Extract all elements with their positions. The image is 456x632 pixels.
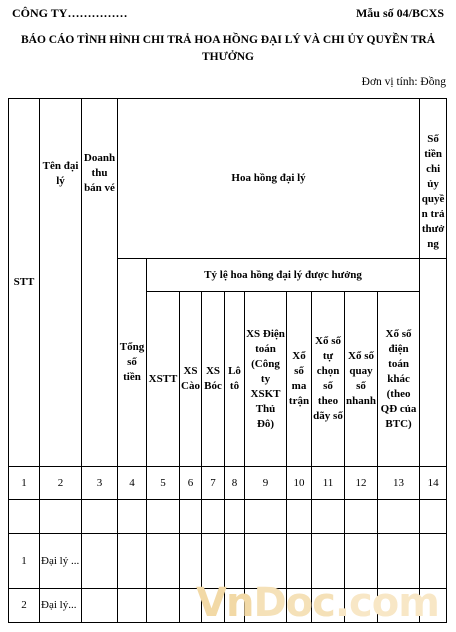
- column-number: 4: [118, 467, 147, 500]
- row-agent-name: Đại lý...: [40, 589, 82, 623]
- currency-unit: Đơn vị tính: Đồng: [361, 76, 446, 88]
- blank-row: [9, 500, 447, 534]
- form-number: Mẫu số 04/BCXS: [355, 6, 444, 20]
- header-ticket-revenue: Doanh thu bán vé: [82, 99, 118, 467]
- header-xo-so-ma-tran: Xổ số ma trận: [287, 292, 312, 467]
- column-number: 1: [9, 467, 40, 500]
- header-xo-so-tu-chon: Xổ số tự chọn số theo dãy số: [312, 292, 345, 467]
- watermark-logo: VnDoc.com: [196, 580, 439, 626]
- column-number: 3: [82, 467, 118, 500]
- report-title: BÁO CÁO TÌNH HÌNH CHI TRẢ HOA HỒNG ĐẠI LÝ VÀ CHI ỦY QUYỀN TRẢ THƯỞNG: [20, 34, 436, 63]
- header-agent-name: Tên đại lý: [40, 99, 82, 467]
- column-number: 6: [180, 467, 202, 500]
- header-stt: STT: [9, 99, 40, 467]
- column-number: 14: [420, 467, 447, 500]
- column-number: 13: [378, 467, 420, 500]
- row-stt: 2: [9, 589, 40, 623]
- header-loto: Lô tô: [225, 292, 245, 467]
- row-stt: 1: [9, 534, 40, 589]
- header-agent-commission: Hoa hồng đại lý: [118, 99, 420, 259]
- header-xs-cao: XS Cào: [180, 292, 202, 467]
- header-xs-dien-toan: XS Điện toán (Công ty XSKT Thủ Đô): [245, 292, 287, 467]
- column-number-row: [9, 467, 447, 500]
- header-blank-cell: [420, 259, 447, 467]
- column-number: 10: [287, 467, 312, 500]
- column-number: 5: [147, 467, 180, 500]
- column-number: 9: [245, 467, 287, 500]
- header-xs-boc: XS Bóc: [202, 292, 225, 467]
- header-xo-so-quay-nhanh: Xổ số quay số nhanh: [345, 292, 378, 467]
- column-number: 2: [40, 467, 82, 500]
- company-name: CÔNG TY……………: [12, 6, 128, 20]
- header-xstt: XSTT: [147, 292, 180, 467]
- header-commission-rate: Tỷ lệ hoa hồng đại lý được hưởng: [147, 259, 420, 292]
- commission-report-table: [8, 98, 447, 623]
- column-number: 12: [345, 467, 378, 500]
- header-authorized-payout: Số tiền chi ủy quyền trả thưởng: [420, 99, 447, 259]
- column-number: 7: [202, 467, 225, 500]
- row-agent-name: Đại lý ...: [40, 534, 82, 589]
- header-xo-so-khac: Xổ số điện toán khác (theo QĐ của BTC): [378, 292, 420, 467]
- column-number: 8: [225, 467, 245, 500]
- column-number: 11: [312, 467, 345, 500]
- header-total-amount: Tổng số tiền: [118, 259, 147, 467]
